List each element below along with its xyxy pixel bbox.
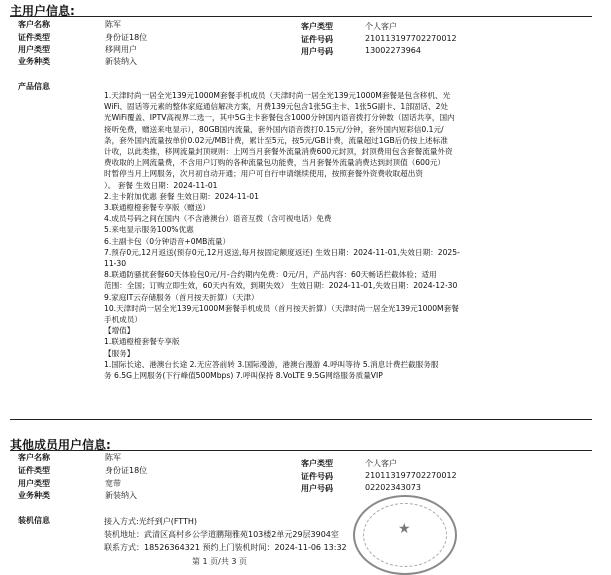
other-user-type-value: 宽带 — [105, 479, 121, 488]
install-contact-and-time: 联系方式：18526364321 预约上门装机时间：2024-11-06 13:32 — [104, 543, 347, 552]
seal-star-icon: ★ — [398, 521, 411, 537]
product-line: 7.预存0元,12月返送(预存0元,12月返送,每月按固定额度返还) 生效日期：2024-11-01,失效日期：2025- — [104, 247, 460, 257]
main-id-type-label: 证件类型 — [18, 33, 50, 42]
main-customer-type-value: 个人客户 — [365, 22, 397, 31]
install-access-method: 接入方式:光纤到户(FTTH) — [104, 517, 198, 526]
product-line: 光WiFi覆盖、IPTV高视界二选一，其中5G主卡套餐包含1000分钟国内语音拨打分钟数（固话共享，国内 — [104, 113, 455, 123]
main-user-title: 主用户信息: — [10, 4, 75, 18]
product-line: 2.主卡附加优惠 套餐 生效日期：2024-11-01 — [104, 191, 259, 201]
main-id-type-value: 身份证18位 — [105, 33, 148, 42]
other-id-number-value: 210113197702270012 — [365, 471, 457, 480]
product-line: 务 6.5G上网服务(下行峰值500Mbps) 7.呼叫保持 8.VoLTE 9.5G网络服务质量VIP — [104, 371, 383, 381]
main-customer-name-value: 陈军 — [105, 20, 121, 29]
product-line: 4.成员号码之间在国内（不含港澳台）语音互拨（含可视电话）免费 — [104, 214, 332, 224]
other-customer-name-label: 客户名称 — [18, 453, 50, 462]
main-user-divider — [10, 16, 592, 17]
product-line: 费收取的上网流量费，不含用户订购的各种流量包功能费，当月套餐外流量消费达到封顶值（600元） — [104, 158, 446, 168]
product-line: 6.主副卡包（0分钟语音+0MB流量） — [104, 236, 231, 246]
other-id-type-label: 证件类型 — [18, 466, 50, 475]
other-user-title: 其他成员用户信息: — [10, 438, 111, 452]
product-line: 10.天津时尚一居全光139元1000M套餐手机成员（首月按天折算）（天津时尚一居全光139元1000M套餐 — [104, 303, 459, 313]
install-address: 装机地址：武清区高村乡公学道鹏翔雅苑103楼2单元29层3904室 — [104, 530, 339, 539]
other-business-type-value: 新装纳入 — [105, 491, 137, 500]
other-id-type-value: 身份证18位 — [105, 466, 148, 475]
main-business-type-label: 业务种类 — [18, 57, 50, 66]
main-user-type-label: 用户类型 — [18, 45, 50, 54]
other-phone-number-value: 02202343073 — [365, 483, 421, 492]
product-line: 1.国际长途、港澳台长途 2.无应答前转 3.国际漫游，港澳台漫游 4.呼叫等待 5.消息计费拦截服务服 — [104, 359, 439, 369]
product-line: 8.联通防骚扰套餐60天体验包0元/月-合约期内免费：0元/月，产品内容：60天畅话拦截体验；适用 — [104, 270, 437, 280]
other-customer-name-value: 陈军 — [105, 453, 121, 462]
product-line: WiFi、固话等元素的整体家庭通信解决方案，月费139元包含1张5G主卡、1张5G副卡、1部固话、2处 — [104, 102, 448, 112]
page-footer: 第 1 页/共 3 页 — [192, 557, 248, 566]
product-line: 时暂停当月上网服务，次月初自动开通；用户可自行申请继续使用，按照套餐外资费收取超出资 — [104, 169, 423, 179]
product-line: 条，套外国内流量按单价0.02元/MB计费，累计至5元，按5元/GB计费，流量超过1GB后仍按上述标准 — [104, 135, 448, 145]
other-customer-type-label: 客户类型 — [301, 459, 333, 468]
other-user-divider — [10, 450, 592, 451]
other-id-number-label: 证件号码 — [301, 472, 333, 481]
official-seal — [353, 495, 457, 575]
install-info-label: 装机信息 — [18, 516, 50, 525]
product-info-label: 产品信息 — [18, 82, 50, 91]
product-line: 范围：全国；订购立即生效，60天内有效，到期失效） 生效日期：2024-11-01,失效日期：2024-12-30 — [104, 281, 458, 291]
main-customer-type-label: 客户类型 — [301, 22, 333, 31]
product-line: ）。 套餐 生效日期：2024-11-01 — [104, 180, 218, 190]
main-id-number-label: 证件号码 — [301, 35, 333, 44]
main-customer-name-label: 客户名称 — [18, 20, 50, 29]
product-line: 计收，以此类推，移网流量封顶规则：上网当月套餐外流量消费600元封顶，封顶费用包含套餐流量外资 — [104, 147, 453, 157]
product-line: 手机成员） — [104, 315, 142, 325]
product-line: 1.联通橙橙套餐专享版 — [104, 337, 180, 347]
product-line: 【服务】 — [104, 348, 135, 358]
other-customer-type-value: 个人客户 — [365, 459, 397, 468]
product-line: 【增值】 — [104, 326, 135, 336]
main-id-number-value: 210113197702270012 — [365, 34, 457, 43]
product-info-block — [104, 90, 582, 381]
other-business-type-label: 业务种类 — [18, 491, 50, 500]
product-line: 11-30 — [104, 259, 127, 269]
product-line: 5.来电显示服务100%优惠 — [104, 225, 194, 235]
product-line: 1.天津时尚一居全光139元1000M套餐手机成员（天津时尚一居全光139元1000M套餐是包含移机、光 — [104, 91, 451, 100]
main-user-type-value: 移网用户 — [105, 45, 137, 54]
main-phone-number-value: 13002273964 — [365, 46, 421, 55]
other-phone-number-label: 用户号码 — [301, 484, 333, 493]
main-business-type-value: 新装纳入 — [105, 57, 137, 66]
other-user-divider-top — [10, 419, 592, 420]
product-line: 接听免费，赠送来电显示），80GB国内流量，套外国内语音拨打0.15元/分钟，套外国内短彩信0.1元/ — [104, 124, 444, 134]
product-line: 3.联通橙橙套餐专享版（赠送） — [104, 203, 210, 213]
other-user-type-label: 用户类型 — [18, 479, 50, 488]
main-phone-number-label: 用户号码 — [301, 47, 333, 56]
product-line: 9.家庭IT云存储服务（首月按天折算）（天津） — [104, 292, 259, 302]
